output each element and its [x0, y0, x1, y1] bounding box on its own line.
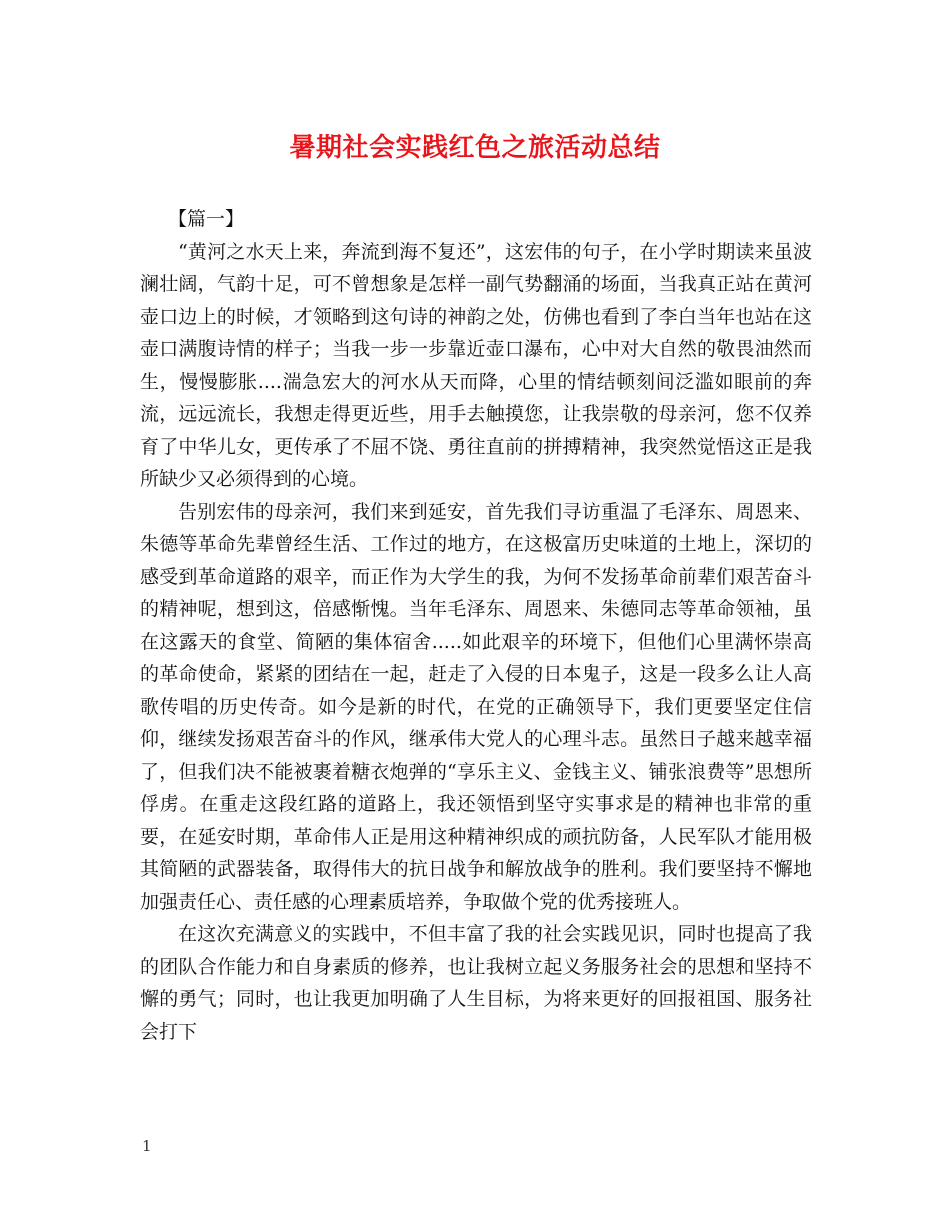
document-body [140, 203, 812, 1048]
paragraph-3: 在这次充满意义的实践中，不但丰富了我的社会实践见识，同时也提高了我的团队合作能力和自身素质的修养，也让我树立起义务服务社会的思想和坚持不懈的勇气；同时，也让我更加明确了人生目标，为将来更好的回报祖国、服务社会打下 [140, 923, 812, 1043]
section-heading: 【篇一】 [168, 208, 245, 230]
page-number: 1 [142, 1137, 152, 1155]
paragraph-1: “黄河之水天上来，奔流到海不复还”，这宏伟的句子，在小学时期读来虽波澜壮阔，气韵十足，可不曾想象是怎样一副气势翻涌的场面，当我真正站在黄河壶口边上的时候，才领略到这句诗的神韵之处，仿佛也看到了李白当年也站在这壶口满腹诗情的样子；当我一步一步靠近壶口瀑布，心中对大自然的敬畏油然而生，慢慢膨胀....湍急宏大的河水从天而降，心里的情结顿刻间泛滥如眼前的奔流，远远流长，我想走得更近些，用手去触摸您，让我崇敬的母亲河，您不仅养育了中华儿女，更传承了不屈不饶、勇往直前的拼搏精神，我突然觉悟这正是我所缺少又必须得到的心境。 [140, 240, 812, 490]
document-title: 暑期社会实践红色之旅活动总结 [289, 133, 661, 163]
paragraph-2: 告别宏伟的母亲河，我们来到延安，首先我们寻访重温了毛泽东、周恩来、朱德等革命先辈曾经生活、工作过的地方，在这极富历史味道的土地上，深切的感受到革命道路的艰辛，而正作为大学生的我，为何不发扬革命前辈们艰苦奋斗的精神呢，想到这，倍感惭愧。当年毛泽东、周恩来、朱德同志等革命领袖，虽在这露天的食堂、简陋的集体宿舍.....如此艰辛的环境下，但他们心里满怀崇高的革命使命，紧紧的团结在一起，赶走了入侵的日本鬼子，这是一段多么让人高歌传唱的历史传奇。如今是新的时代，在党的正确领导下，我们更要坚定住信仰，继续发扬艰苦奋斗的作风，继承伟大党人的心理斗志。虽然日子越来越幸福了，但我们决不能被裹着糖衣炮弹的“享乐主义、金钱主义、铺张浪费等”思想所俘虏。在重走这段红路的道路上，我还领悟到坚守实事求是的精神也非常的重要，在延安时期，革命伟人正是用这种精神织成的顽抗防备，人民军队才能用极其简陋的武器装备，取得伟大的抗日战争和解放战争的胜利。我们要坚持不懈地加强责任心、责任感的心理素质培养，争取做个党的优秀接班人。 [140, 500, 812, 913]
